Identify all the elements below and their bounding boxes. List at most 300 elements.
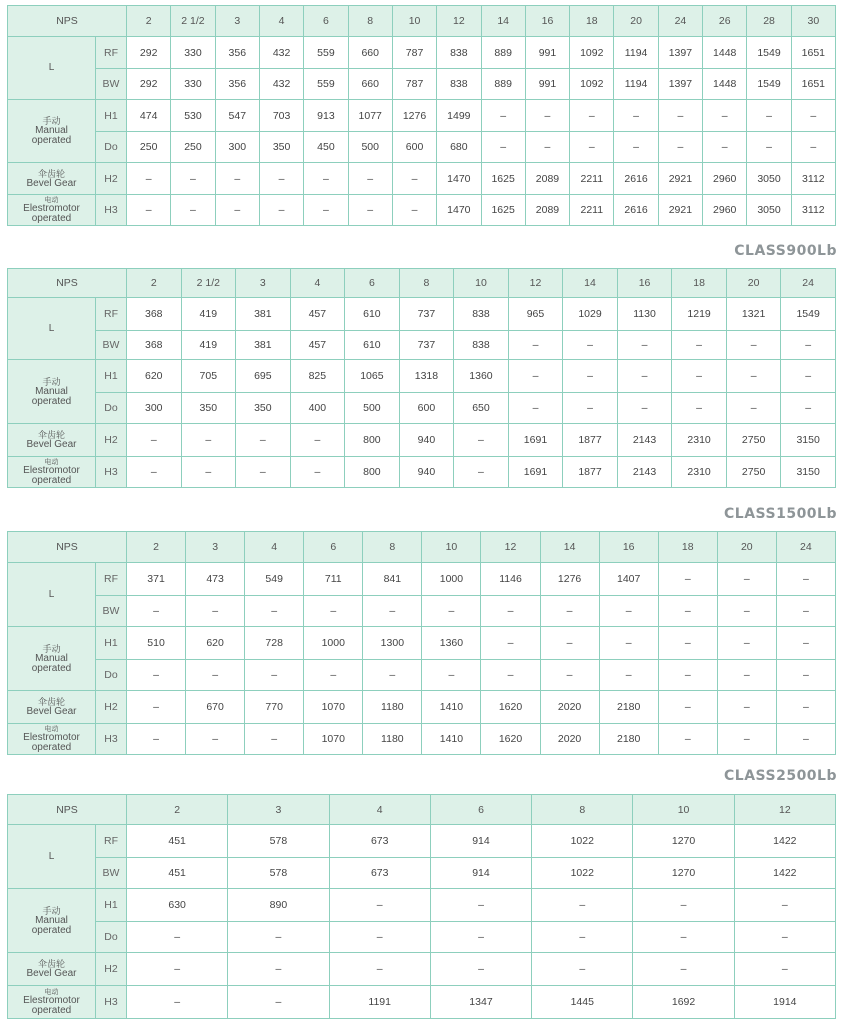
nps-header: NPS	[8, 6, 127, 37]
value-cell: 2616	[614, 163, 658, 195]
value-cell: –	[127, 596, 186, 627]
nps-size: 2 1/2	[171, 6, 215, 37]
value-cell: –	[304, 660, 363, 691]
group-label-bevel	[8, 953, 96, 986]
nps-size: 8	[348, 6, 392, 37]
value-cell: –	[430, 922, 531, 953]
label-bevel-cn: 伞齿轮	[37, 430, 65, 440]
label-bevel-en: Bevel Gear	[26, 706, 77, 717]
value-cell: –	[658, 132, 702, 163]
value-cell: –	[481, 627, 540, 660]
value-cell: 650	[454, 393, 509, 424]
label-manual-en-2: operated	[31, 395, 72, 407]
value-cell: –	[633, 889, 734, 922]
label-l: L	[48, 588, 55, 600]
value-cell: 549	[245, 563, 304, 596]
row-h3	[8, 195, 836, 226]
nps-size: 3	[228, 795, 329, 825]
value-cell: 578	[228, 825, 329, 858]
nps-size: 6	[304, 6, 348, 37]
value-cell: 451	[127, 825, 228, 858]
nps-size: 24	[658, 6, 702, 37]
value-cell: 1360	[454, 360, 509, 393]
class-title: CLASS2500Lb	[724, 768, 837, 784]
label-motor-cn: 电动	[44, 988, 59, 996]
value-cell: –	[563, 331, 618, 360]
value-cell: –	[181, 457, 236, 488]
value-cell: –	[781, 331, 836, 360]
value-cell: 1360	[422, 627, 481, 660]
value-cell: –	[127, 986, 228, 1019]
value-cell: –	[363, 660, 422, 691]
row-rf	[8, 37, 836, 69]
value-cell: 600	[399, 393, 454, 424]
value-cell: 1065	[345, 360, 400, 393]
nps-size: 2	[127, 795, 228, 825]
value-cell: –	[259, 163, 303, 195]
label-motor-en-2: operated	[31, 1004, 72, 1016]
value-cell: –	[329, 922, 430, 953]
value-cell: 838	[437, 69, 481, 100]
value-cell: 1691	[508, 424, 563, 457]
label-motor-en-2: operated	[31, 212, 72, 224]
group-label-bevel	[8, 163, 96, 195]
row-h2	[8, 691, 836, 724]
value-cell: 965	[508, 298, 563, 331]
label-manual-cn: 手动	[42, 643, 61, 654]
row-rf	[8, 298, 836, 331]
value-cell: –	[776, 660, 835, 691]
row-h3	[8, 457, 836, 488]
value-cell: –	[348, 163, 392, 195]
sub-label-bw: BW	[96, 331, 127, 360]
spec-table	[7, 268, 836, 488]
value-cell: –	[747, 132, 791, 163]
nps-size: 12	[437, 6, 481, 37]
value-cell: 432	[259, 37, 303, 69]
value-cell: –	[747, 100, 791, 132]
nps-size: 10	[392, 6, 436, 37]
value-cell: 1651	[791, 37, 835, 69]
label-motor-en: Elestromotor	[23, 731, 80, 743]
value-cell: –	[171, 195, 215, 226]
nps-size: 14	[481, 6, 525, 37]
row-h3	[8, 724, 836, 755]
value-cell: 914	[430, 858, 531, 889]
value-cell: 1070	[304, 691, 363, 724]
value-cell: 1194	[614, 37, 658, 69]
value-cell: 400	[290, 393, 345, 424]
value-cell: 1625	[481, 195, 525, 226]
value-cell: –	[430, 889, 531, 922]
value-cell: 787	[392, 69, 436, 100]
label-manual-cn: 手动	[42, 376, 61, 387]
value-cell: 350	[181, 393, 236, 424]
value-cell: –	[791, 132, 835, 163]
label-manual-en-2: operated	[31, 662, 72, 674]
value-cell: 913	[304, 100, 348, 132]
value-cell: –	[304, 596, 363, 627]
value-cell: –	[508, 331, 563, 360]
label-l: L	[48, 62, 55, 73]
value-cell: 1397	[658, 69, 702, 100]
nps-size: 2	[127, 6, 171, 37]
value-cell: 673	[329, 858, 430, 889]
value-cell: 2089	[525, 163, 569, 195]
value-cell: 300	[127, 393, 182, 424]
value-cell: 841	[363, 563, 422, 596]
value-cell: 547	[215, 100, 259, 132]
value-cell: –	[127, 457, 182, 488]
value-cell: 368	[127, 331, 182, 360]
row-h1	[8, 889, 836, 922]
value-cell: 940	[399, 457, 454, 488]
value-cell: 1470	[437, 163, 481, 195]
value-cell: 1070	[304, 724, 363, 755]
value-cell: 2211	[570, 163, 614, 195]
value-cell: –	[633, 922, 734, 953]
nps-size: 12	[481, 532, 540, 563]
value-cell: 457	[290, 298, 345, 331]
row-do	[8, 393, 836, 424]
value-cell: 1077	[348, 100, 392, 132]
row-do	[8, 922, 836, 953]
value-cell: –	[228, 953, 329, 986]
sub-label-rf: RF	[96, 37, 127, 69]
value-cell: 1270	[633, 825, 734, 858]
value-cell: –	[717, 724, 776, 755]
sub-label-h2: H2	[96, 691, 127, 724]
value-cell: –	[329, 889, 430, 922]
value-cell: –	[672, 393, 727, 424]
class-title: CLASS900Lb	[734, 243, 837, 259]
nps-row	[8, 795, 836, 825]
value-cell: –	[658, 100, 702, 132]
value-cell: –	[127, 195, 171, 226]
value-cell: 3112	[791, 195, 835, 226]
value-cell: 1445	[532, 986, 633, 1019]
value-cell: 1549	[747, 37, 791, 69]
value-cell: –	[776, 691, 835, 724]
row-bw	[8, 596, 836, 627]
value-cell: –	[348, 195, 392, 226]
value-cell: –	[726, 331, 781, 360]
nps-size: 3	[236, 269, 291, 298]
nps-header: NPS	[8, 795, 127, 825]
value-cell: 473	[186, 563, 245, 596]
group-label-manual	[8, 889, 96, 953]
value-cell: 825	[290, 360, 345, 393]
row-h2	[8, 953, 836, 986]
value-cell: –	[614, 100, 658, 132]
value-cell: 670	[186, 691, 245, 724]
value-cell: –	[672, 360, 727, 393]
value-cell: 356	[215, 37, 259, 69]
value-cell: –	[703, 132, 747, 163]
sub-label-h2: H2	[96, 163, 127, 195]
sub-label-h2: H2	[96, 424, 127, 457]
value-cell: 371	[127, 563, 186, 596]
nps-size: 20	[614, 6, 658, 37]
value-cell: 3112	[791, 163, 835, 195]
value-cell: –	[532, 953, 633, 986]
value-cell: –	[658, 596, 717, 627]
value-cell: –	[127, 724, 186, 755]
label-manual-en: Manual	[35, 914, 68, 926]
nps-size: 14	[540, 532, 599, 563]
nps-row	[8, 6, 836, 37]
group-label-manual	[8, 100, 96, 163]
value-cell: 559	[304, 37, 348, 69]
value-cell: –	[245, 660, 304, 691]
value-cell: –	[181, 424, 236, 457]
value-cell: 838	[454, 298, 509, 331]
group-label-motor	[8, 195, 96, 226]
label-manual-en-2: operated	[31, 924, 72, 936]
value-cell: 1270	[633, 858, 734, 889]
nps-size: 24	[776, 532, 835, 563]
value-cell: –	[599, 627, 658, 660]
value-cell: 1620	[481, 724, 540, 755]
value-cell: –	[532, 922, 633, 953]
nps-size: 6	[304, 532, 363, 563]
value-cell: 610	[345, 298, 400, 331]
value-cell: 292	[127, 69, 171, 100]
value-cell: 2310	[672, 457, 727, 488]
value-cell: 330	[171, 69, 215, 100]
value-cell: 1448	[703, 37, 747, 69]
nps-size: 12	[508, 269, 563, 298]
value-cell: 381	[236, 331, 291, 360]
value-cell: –	[127, 691, 186, 724]
value-cell: –	[617, 393, 672, 424]
sub-label-rf: RF	[96, 825, 127, 858]
group-label-manual	[8, 360, 96, 424]
spec-table	[7, 5, 836, 226]
value-cell: –	[781, 360, 836, 393]
group-label-manual	[8, 627, 96, 691]
value-cell: 890	[228, 889, 329, 922]
nps-size: 28	[747, 6, 791, 37]
value-cell: 1092	[570, 37, 614, 69]
value-cell: 500	[345, 393, 400, 424]
value-cell: 1130	[617, 298, 672, 331]
value-cell: 1219	[672, 298, 727, 331]
row-bw	[8, 858, 836, 889]
label-bevel-cn: 伞齿轮	[37, 168, 65, 179]
label-manual-en-2: operated	[31, 135, 72, 146]
value-cell: 728	[245, 627, 304, 660]
value-cell: 457	[290, 331, 345, 360]
label-manual-en: Manual	[35, 125, 68, 136]
value-cell: –	[363, 596, 422, 627]
value-cell: –	[540, 627, 599, 660]
sub-label-h1: H1	[96, 889, 127, 922]
nps-size: 20	[717, 532, 776, 563]
nps-size: 6	[345, 269, 400, 298]
value-cell: –	[703, 100, 747, 132]
spec-table	[7, 794, 836, 1019]
value-cell: –	[726, 393, 781, 424]
nps-size: 14	[563, 269, 618, 298]
row-bw	[8, 69, 836, 100]
value-cell: –	[127, 163, 171, 195]
nps-size: 8	[363, 532, 422, 563]
value-cell: –	[481, 660, 540, 691]
value-cell: 2180	[599, 691, 658, 724]
value-cell: 1877	[563, 424, 618, 457]
value-cell: –	[525, 132, 569, 163]
value-cell: –	[717, 660, 776, 691]
value-cell: –	[658, 627, 717, 660]
value-cell: 419	[181, 331, 236, 360]
value-cell: 1407	[599, 563, 658, 596]
sub-label-h3: H3	[96, 195, 127, 226]
value-cell: 451	[127, 858, 228, 889]
value-cell: 1022	[532, 825, 633, 858]
value-cell: 991	[525, 37, 569, 69]
value-cell: –	[290, 457, 345, 488]
value-cell: 1180	[363, 691, 422, 724]
value-cell: –	[304, 195, 348, 226]
value-cell: 2921	[658, 163, 702, 195]
nps-header: NPS	[8, 532, 127, 563]
value-cell: –	[127, 953, 228, 986]
nps-size: 4	[259, 6, 303, 37]
sub-label-rf: RF	[96, 563, 127, 596]
group-label-L	[8, 825, 96, 889]
value-cell: 3050	[747, 163, 791, 195]
value-cell: –	[617, 331, 672, 360]
value-cell: 2211	[570, 195, 614, 226]
value-cell: 350	[259, 132, 303, 163]
value-cell: 1022	[532, 858, 633, 889]
label-motor-en: Elestromotor	[23, 202, 80, 214]
value-cell: 1318	[399, 360, 454, 393]
value-cell: 711	[304, 563, 363, 596]
value-cell: 2921	[658, 195, 702, 226]
value-cell: –	[454, 457, 509, 488]
value-cell: 300	[215, 132, 259, 163]
value-cell: –	[717, 563, 776, 596]
label-bevel-en: Bevel Gear	[26, 177, 77, 189]
value-cell: –	[776, 724, 835, 755]
group-label-L	[8, 298, 96, 360]
nps-header: NPS	[8, 269, 127, 298]
value-cell: –	[422, 660, 481, 691]
value-cell: –	[236, 457, 291, 488]
value-cell: 1029	[563, 298, 618, 331]
value-cell: 1691	[508, 457, 563, 488]
sub-label-bw: BW	[96, 69, 127, 100]
label-manual-en: Manual	[35, 652, 68, 664]
label-manual-en: Manual	[35, 385, 68, 397]
nps-size: 24	[781, 269, 836, 298]
value-cell: –	[329, 953, 430, 986]
value-cell: 991	[525, 69, 569, 100]
label-bevel-en: Bevel Gear	[26, 968, 77, 979]
value-cell: 630	[127, 889, 228, 922]
value-cell: –	[532, 889, 633, 922]
value-cell: –	[171, 163, 215, 195]
value-cell: –	[734, 922, 835, 953]
group-label-motor	[8, 986, 96, 1019]
value-cell: 1180	[363, 724, 422, 755]
nps-size: 6	[430, 795, 531, 825]
value-cell: 620	[186, 627, 245, 660]
value-cell: 1549	[747, 69, 791, 100]
value-cell: 1914	[734, 986, 835, 1019]
nps-size: 16	[617, 269, 672, 298]
value-cell: –	[717, 627, 776, 660]
value-cell: –	[454, 424, 509, 457]
value-cell: 250	[127, 132, 171, 163]
value-cell: –	[392, 163, 436, 195]
nps-size: 18	[658, 532, 717, 563]
value-cell: –	[791, 100, 835, 132]
value-cell: –	[617, 360, 672, 393]
value-cell: –	[781, 393, 836, 424]
value-cell: 1347	[430, 986, 531, 1019]
value-cell: 800	[345, 457, 400, 488]
sub-label-bw: BW	[96, 596, 127, 627]
value-cell: 800	[345, 424, 400, 457]
value-cell: 1877	[563, 457, 618, 488]
value-cell: 695	[236, 360, 291, 393]
row-do	[8, 132, 836, 163]
label-manual-cn: 手动	[42, 116, 61, 126]
row-h2	[8, 163, 836, 195]
value-cell: 940	[399, 424, 454, 457]
label-l: L	[48, 322, 55, 334]
value-cell: 292	[127, 37, 171, 69]
label-motor-en-2: operated	[31, 474, 72, 486]
value-cell: –	[570, 100, 614, 132]
value-cell: –	[215, 163, 259, 195]
label-bevel-cn: 伞齿轮	[37, 697, 65, 707]
value-cell: –	[540, 660, 599, 691]
value-cell: 1620	[481, 691, 540, 724]
value-cell: 510	[127, 627, 186, 660]
value-cell: –	[776, 627, 835, 660]
value-cell: –	[658, 691, 717, 724]
value-cell: –	[614, 132, 658, 163]
nps-size: 8	[532, 795, 633, 825]
value-cell: 1146	[481, 563, 540, 596]
value-cell: 1397	[658, 37, 702, 69]
value-cell: 3050	[747, 195, 791, 226]
value-cell: 1422	[734, 858, 835, 889]
value-cell: 356	[215, 69, 259, 100]
value-cell: 2960	[703, 163, 747, 195]
value-cell: –	[717, 596, 776, 627]
group-label-motor	[8, 724, 96, 755]
sub-label-h2: H2	[96, 953, 127, 986]
value-cell: –	[430, 953, 531, 986]
value-cell: 474	[127, 100, 171, 132]
value-cell: 1499	[437, 100, 481, 132]
value-cell: 2616	[614, 195, 658, 226]
value-cell: –	[259, 195, 303, 226]
row-bw	[8, 331, 836, 360]
nps-size: 2	[127, 269, 182, 298]
nps-row	[8, 269, 836, 298]
nps-size: 4	[245, 532, 304, 563]
value-cell: 250	[171, 132, 215, 163]
value-cell: 2143	[617, 424, 672, 457]
value-cell: 1000	[422, 563, 481, 596]
value-cell: 578	[228, 858, 329, 889]
